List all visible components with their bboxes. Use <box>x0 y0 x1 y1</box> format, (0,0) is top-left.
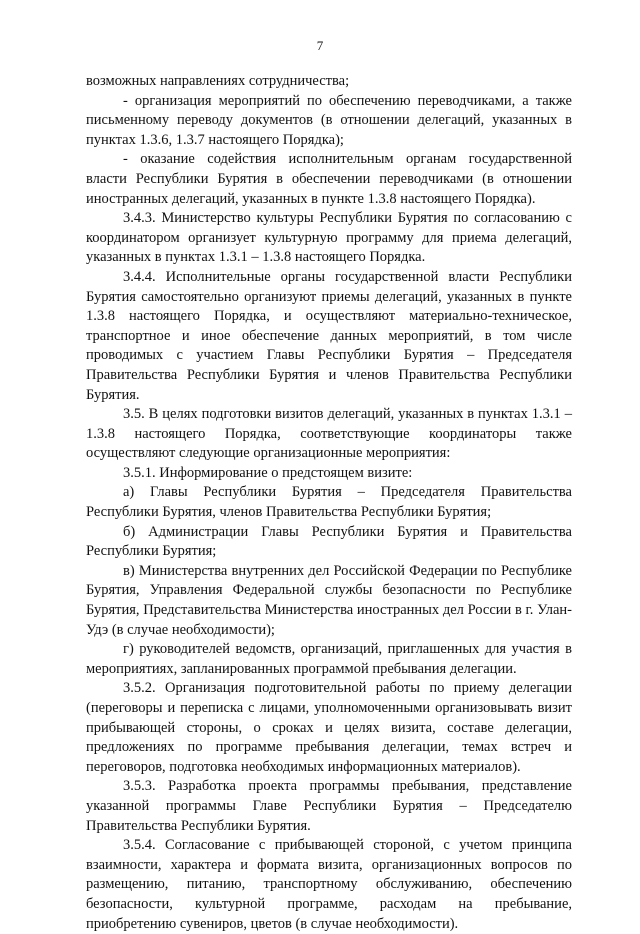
paragraph-continuation: возможных направлениях сотрудничества; <box>86 73 350 89</box>
clause-3-4-4: 3.4.4. Исполнительные органы государственной власти Республики Бурятия самостоятельно организуют приемы делегаций, указанных в пункте 1.3.8 настоящего Порядка, и осуществляют материально-техническое, транспортное и иное обеспечение данных мероприятий, в том числе проводимых с участием Главы Республики Бурятия – Председателя Правительства Республики Бурятия и членов Правительства Республики Бурятия. <box>86 268 572 403</box>
clause-3-5-4: 3.5.4. Согласование с прибывающей стороной, с учетом принципа взаимности, характера и формата визита, организационных вопросов по размещению, питанию, транспортному обслуживанию, обеспечению безопасности, культурной программе, расходам на пребывание, приобретению сувениров, цветов (в случае необходимости). <box>86 837 572 932</box>
clause-3-5: 3.5. В целях подготовки визитов делегаций, указанных в пунктах 1.3.1 – 1.3.8 настоящего Порядка, соответствующие координаторы также осуществляют следующие организационные мероприятия: <box>86 406 572 462</box>
clause-3-5-3: 3.5.3. Разработка проекта программы пребывания, представление указанной программы Главе Республики Бурятия – Председателю Правительства Республики Бурятия. <box>86 778 572 834</box>
list-item-assistance: - оказание содействия исполнительным органам государственной власти Республики Бурятия в обеспечении переводчиками (в отношении иностранных делегаций, указанных в пункте 1.3.8 настоящего Порядка). <box>86 151 572 207</box>
subitem-g: г) руководителей ведомств, организаций, приглашенных для участия в мероприятиях, запланированных программой пребывания делегации. <box>86 641 572 677</box>
page-number: 7 <box>316 38 324 53</box>
subitem-v: в) Министерства внутренних дел Российской Федерации по Республике Бурятия, Управления Федеральной службы безопасности по Республике Бурятия, Представительства Министерства иностранных дел России в г. Улан-Удэ (в случае необходимости); <box>86 562 572 638</box>
subitem-b: б) Администрации Главы Республики Бурятия и Правительства Республики Бурятия; <box>86 523 572 560</box>
subitem-a: а) Главы Республики Бурятия – Председателя Правительства Республики Бурятия, членов Правительства Республики Бурятия; <box>86 484 572 521</box>
document-body <box>86 72 572 934</box>
clause-3-4-3: 3.4.3. Министерство культуры Республики Бурятия по согласованию с координатором организует культурную программу для приема делегаций, указанных в пунктах 1.3.1 – 1.3.8 настоящего Порядка. <box>86 210 572 266</box>
clause-3-5-1: 3.5.1. Информирование о предстоящем визите: <box>123 464 413 481</box>
list-item-translators: - организация мероприятий по обеспечению переводчиками, а также письменному переводу документов (в отношении делегаций, указанных в пунктах 1.3.6, 1.3.7 настоящего Порядка); <box>86 92 572 148</box>
clause-3-5-2: 3.5.2. Организация подготовительной работы по приему делегации (переговоры и переписка с лицами, уполномоченными организовывать визит прибывающей стороны, о сроках и целях визита, составе делегации, предложениях по программе пребывания делегации, темах встреч и переговоров, подготовка необходимых информационных материалов). <box>86 680 572 775</box>
